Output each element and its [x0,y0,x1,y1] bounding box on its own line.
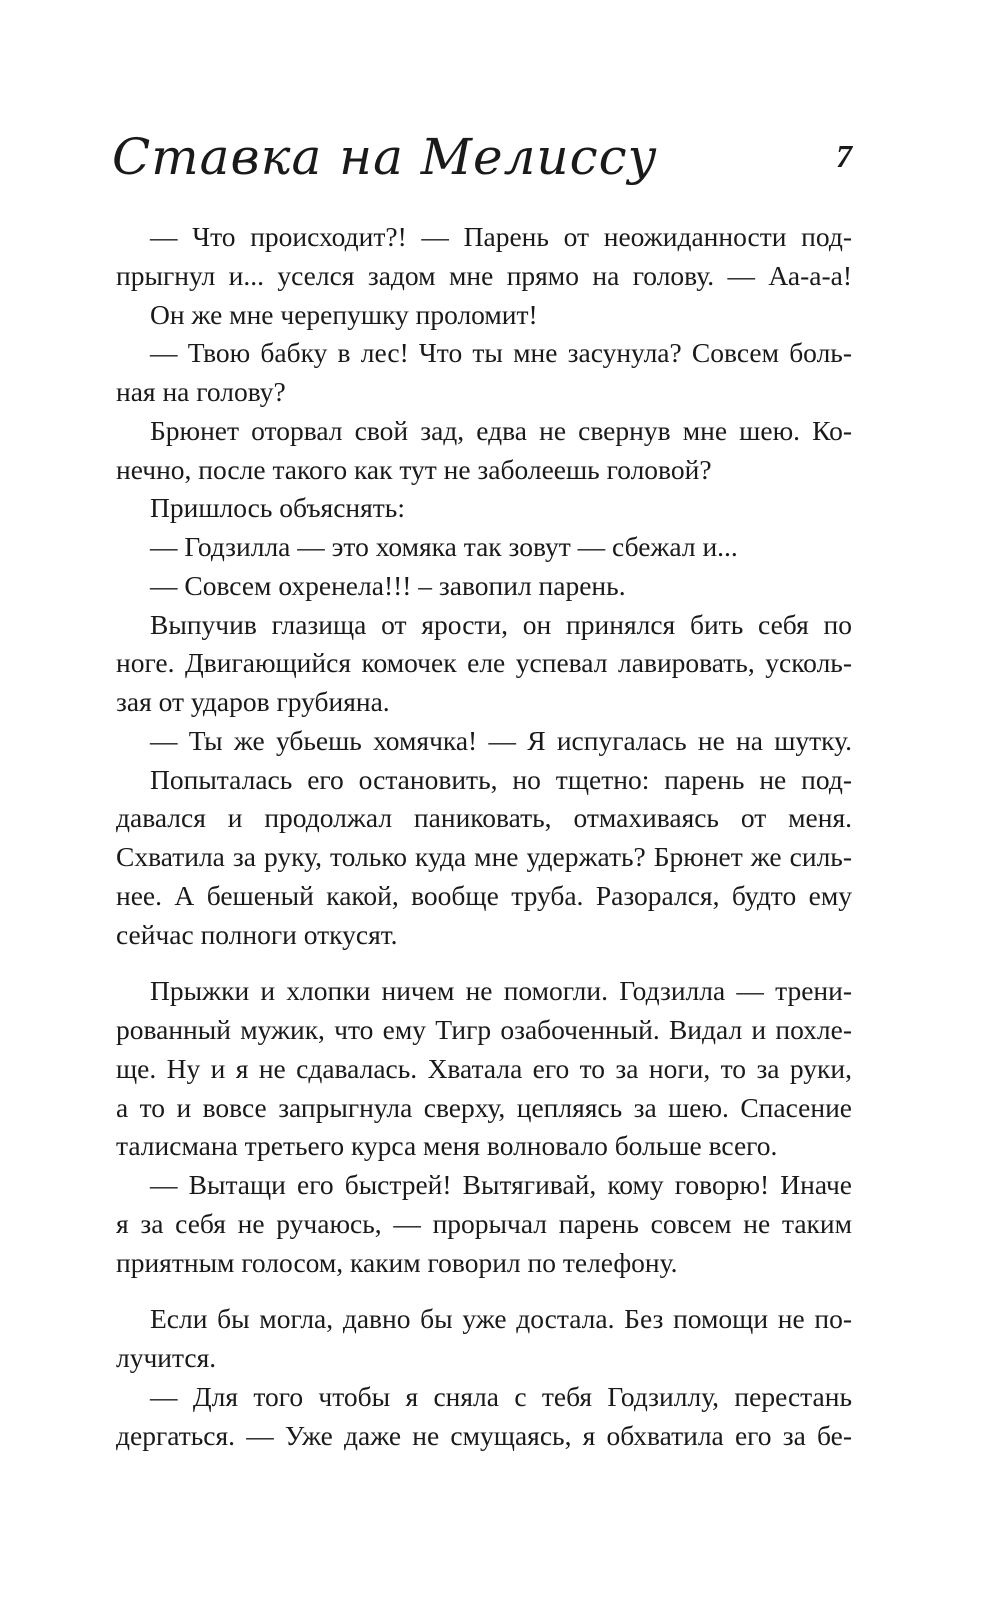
text-line: зая от ударов грубияна. [116,686,390,717]
text-line: Попыталась его остановить, но тщетно: парень не под- [150,763,852,795]
text-line: ще. Ну и я не сдавалась. Хватала его то за ноги, то за руки, [116,1052,852,1084]
text-line: — Совсем охренела!!! – завопил парень. [150,569,626,601]
text-line: Пришлось объяснять: [150,492,405,524]
text-line: Прыжки и хлопки ничем не помогли. Годзилла — трени- [150,975,852,1007]
book-title: Ставка на Мелиссу [112,128,658,186]
text-line: дергаться. — Уже даже не смущаясь, я обхватила его за бе- [116,1419,852,1451]
text-line: — Вытащи его быстрей! Вытягивай, кому говорю! Иначе [150,1169,852,1200]
text-line: рованный мужик, что ему Тигр озабоченный. Видал и похле- [116,1014,852,1045]
text-line: приятным голосом, каким говорил по телефону. [116,1246,678,1278]
text-line: а то и вовсе запрыгнула сверху, цепляясь за шею. Спасение [116,1091,852,1123]
text-line: — Годзилла — это хомяка так зовут — сбежал и... [150,531,738,562]
text-line: — Ты же убьешь хомячка! — Я испугалась не на шутку. [150,724,852,756]
text-line: Он же мне черепушку проломит! [150,298,538,330]
text-line: ная на голову? [116,376,286,407]
text-line: лучится. [116,1342,217,1373]
text-line: — Для того чтобы я сняла с тебя Годзиллу, перестань [150,1380,852,1412]
text-line: Брюнет оторвал свой зад, едва не свернув мне шею. Ко- [150,414,852,446]
text-line: талисмана третьего курса меня волновало больше всего. [116,1130,778,1162]
page-number: 7 [836,138,852,174]
text-line: — Твою бабку в лес! Что ты мне засунула? Совсем боль- [150,337,852,369]
text-line: Выпучив глазища от ярости, он принялся бить себя по [150,608,852,640]
text-line: ноге. Двигающийся комочек еле успевал лавировать, усколь- [116,647,852,679]
body-text [116,218,852,1455]
text-line: я за себя не ручаюсь, — прорычал парень совсем не таким [116,1207,852,1239]
text-line: нее. А бешеный какой, вообще труба. Разорался, будто ему [116,879,852,911]
text-line: сейчас полноги откусят. [116,918,398,950]
text-line: — Что происходит?! — Парень от неожиданности под- [150,221,852,252]
page-header [112,128,852,208]
text-line: нечно, после такого как тут не заболеешь головой? [116,453,712,485]
text-line: прыгнул и... уселся задом мне прямо на голову. — Аа-а-а! [116,259,852,291]
text-line: Схватила за руку, только куда мне удержать? Брюнет же силь- [116,841,852,872]
text-line: Если бы могла, давно бы уже достала. Без помощи не по- [150,1303,852,1335]
text-line: давался и продолжал паниковать, отмахиваясь от меня. [116,802,852,834]
